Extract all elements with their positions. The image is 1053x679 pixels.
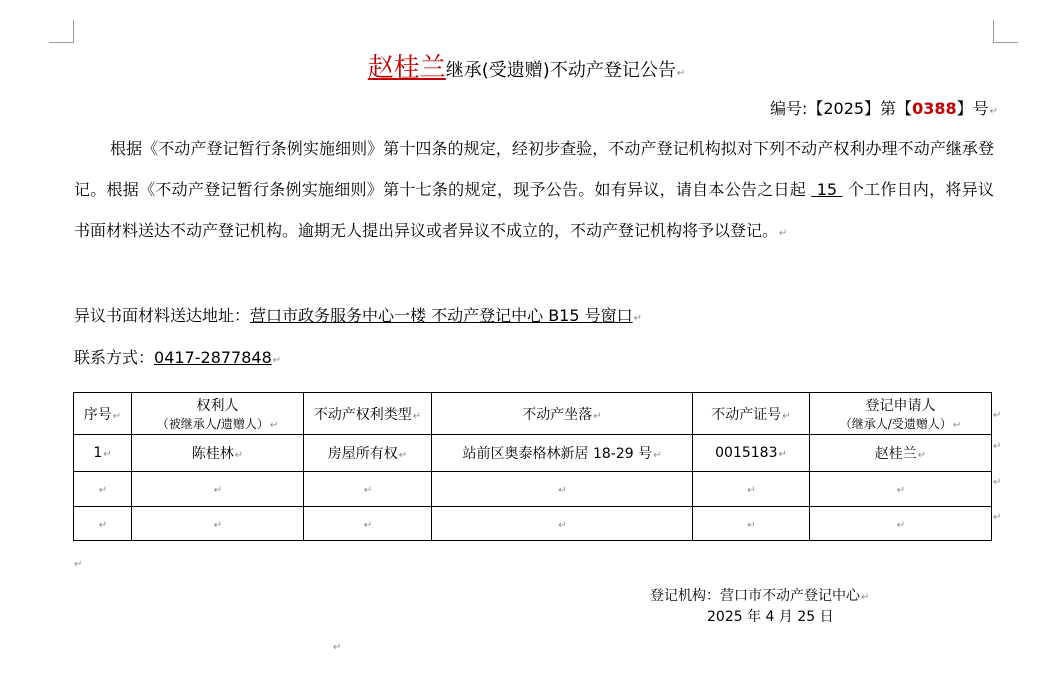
cell-cert-no: 0015183↵: [693, 435, 810, 472]
notice-body: [74, 128, 994, 254]
header-location: 不动产坐落↵: [432, 393, 693, 435]
document-number: [770, 96, 998, 119]
cell-holder: 陈桂林↵: [132, 435, 304, 472]
paragraph-mark-icon: ↵: [676, 68, 686, 79]
table-header-row: [74, 393, 992, 435]
cell-location: 站前区奥泰格林新居 18-29 号↵: [432, 435, 693, 472]
contact-label: 联系方式：: [74, 348, 155, 367]
notice-body-part2: 个工作日内，将异议书面材料送达不动产登记机构。逾期无人提出异议或者异议不成立的，不动产登记机构将予以登记。: [74, 180, 994, 240]
doc-number-value: 0388: [912, 99, 957, 118]
table-row-empty: ↵ ↵ ↵ ↵ ↵ ↵: [74, 472, 992, 507]
objection-days: 15: [816, 180, 838, 199]
page-corner-marker-top-left: [49, 20, 74, 43]
title-applicant-name: 赵桂兰: [367, 53, 446, 83]
row-end-mark-icon: ↵: [993, 441, 1002, 452]
paragraph-mark-icon: ↵: [989, 106, 998, 117]
contact-phone: 0417-2877848: [154, 348, 272, 367]
header-right-type: 不动产权利类型↵: [304, 393, 432, 435]
header-seq: 序号↵: [74, 393, 132, 435]
paragraph-mark-icon: ↵: [333, 642, 342, 653]
header-cert-no: 不动产证号↵: [693, 393, 810, 435]
paragraph-mark-icon: ↵: [633, 313, 643, 324]
document-title: [0, 47, 1053, 84]
doc-number-suffix: 】号: [956, 99, 989, 118]
row-end-mark-icon: ↵: [993, 410, 1002, 421]
paragraph-mark-icon: ↵: [779, 228, 788, 239]
cell-right-type: 房屋所有权↵: [304, 435, 432, 472]
title-text: 继承(受遗赠)不动产登记公告: [445, 60, 676, 81]
notice-body-part1: 根据《不动产登记暂行条例实施细则》第十四条的规定，经初步查验，不动产登记机构拟对下列不动产权利办理不动产继承登记。根据《不动产登记暂行条例实施细则》第十七条的规定，现予公告。如有异议，请自本公告之日起: [74, 139, 994, 199]
address-value: 营口市政务服务中心一楼 不动产登记中心 B15 号窗口: [250, 306, 633, 325]
page-corner-marker-top-right: [993, 20, 1018, 43]
table-row: [74, 435, 992, 472]
paragraph-mark-icon: ↵: [74, 559, 83, 570]
address-label: 异议书面材料送达地址：: [74, 306, 251, 325]
paragraph-mark-icon: ↵: [272, 355, 282, 366]
registration-organization: 登记机构：营口市不动产登记中心↵: [650, 588, 870, 604]
objection-address: [74, 303, 642, 326]
cell-applicant: 赵桂兰↵: [810, 435, 992, 472]
table-row-empty: ↵ ↵ ↵ ↵ ↵ ↵: [74, 507, 992, 541]
header-holder: 权利人 （被继承人/遗赠人）↵: [132, 393, 304, 435]
notice-date: 2025 年 4 月 25 日: [707, 609, 834, 625]
contact-info: [74, 345, 281, 368]
row-end-mark-icon: ↵: [993, 477, 1002, 488]
header-applicant: 登记申请人 （继承人/受遗赠人）↵: [810, 393, 992, 435]
property-table: [73, 392, 992, 541]
doc-number-prefix: 编号:【2025】第【: [769, 99, 913, 118]
row-end-mark-icon: ↵: [993, 512, 1002, 523]
cell-seq: 1↵: [74, 435, 132, 472]
